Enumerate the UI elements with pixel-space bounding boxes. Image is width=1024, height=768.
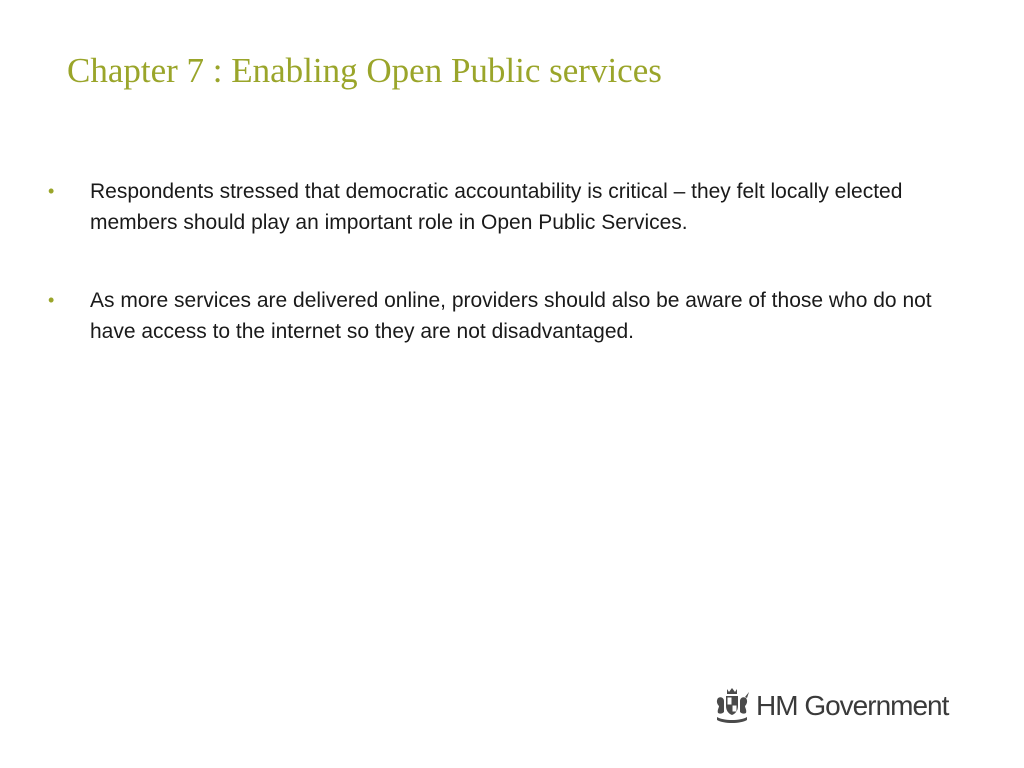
bullet-list xyxy=(48,176,968,394)
branding-text: HM Government xyxy=(756,690,949,721)
bullet-item-1 xyxy=(48,176,968,238)
slide-title: Chapter 7 : Enabling Open Public services xyxy=(67,51,662,90)
bullet-marker: • xyxy=(48,290,55,310)
hm-government-logo xyxy=(712,684,948,728)
bullet-marker: • xyxy=(48,181,55,201)
bullet-text: Respondents stressed that democratic accountability is critical – they felt locally elected members should play an important role in Open Public Services. xyxy=(90,180,903,234)
royal-crest-icon xyxy=(712,686,752,726)
bullet-item-2 xyxy=(48,285,968,347)
bullet-text: As more services are delivered online, providers should also be aware of those who do not have access to the internet so they are not disadvantaged. xyxy=(90,289,932,343)
